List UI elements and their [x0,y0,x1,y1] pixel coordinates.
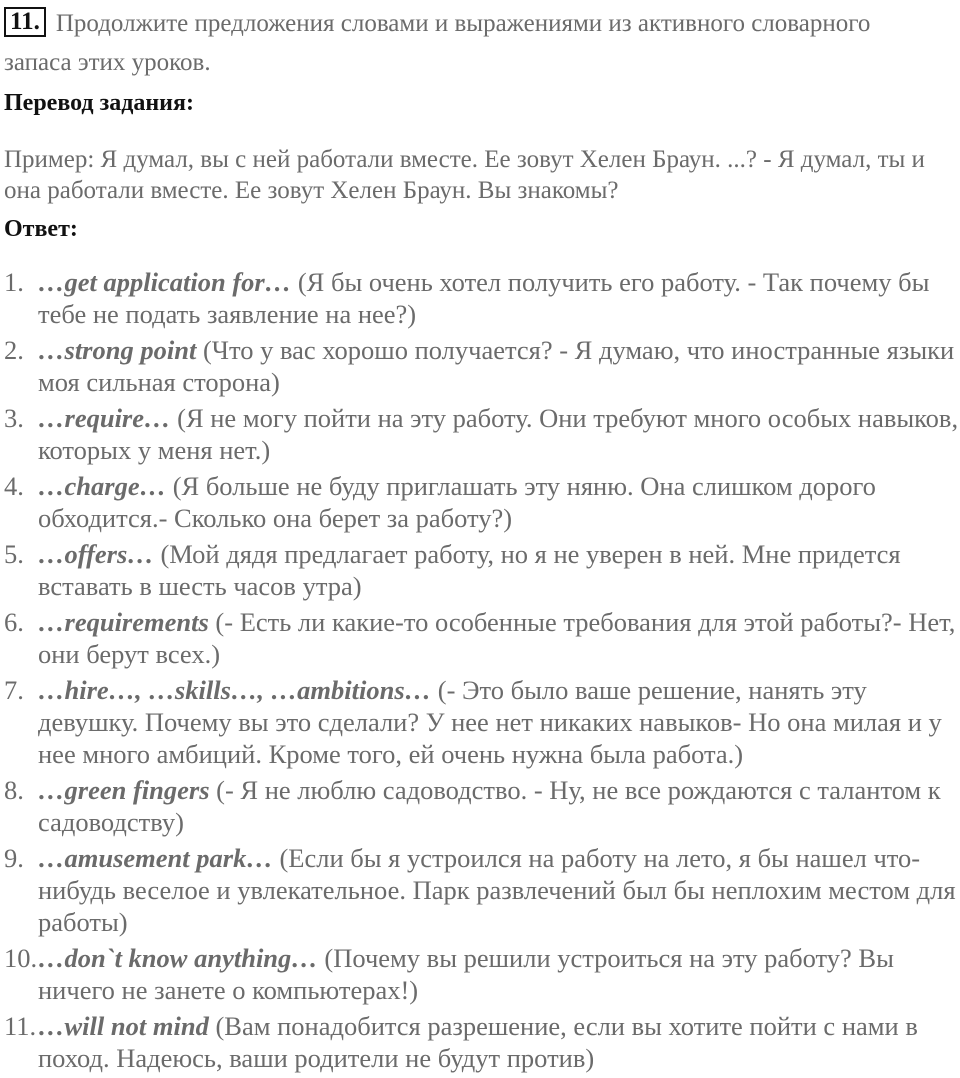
answer-number: 2. [4,335,24,365]
answer-number: 4. [4,471,24,501]
answer-keyword: …requirements [38,607,209,637]
answer-item [4,842,960,938]
answer-number: 9. [4,843,24,873]
answer-keyword: …offers… [38,539,154,569]
answer-number: 10. [4,943,38,973]
task-header [4,4,944,82]
answer-translation: (- Это было ваше решение, нанять эту девушку. Почему вы это сделали? У нее нет никаких навыков- Но она милая и у нее много амбиций. Кроме того, ей очень нужна была работа.) [38,675,942,769]
answer-item [4,402,960,466]
answer-translation: (Я бы очень хотел получить его работу. - Так почему бы тебе не подать заявление на нее?) [38,267,930,329]
answer-number: 7. [4,675,24,705]
answer-item [4,674,960,770]
answer-keyword: …charge… [38,471,167,501]
answer-translation: (Если бы я устроился на работу на лето, я бы нашел что-нибудь веселое и увлекательное. Парк развлечений был бы неплохим местом для работы) [38,843,956,937]
answer-heading: Ответ: [4,216,78,242]
answer-translation: (- Есть ли какие-то особенные требования для этой работы?- Нет, они берут всех.) [38,607,956,669]
answer-number: 11. [4,1011,37,1041]
answer-item [4,266,960,330]
answer-translation: (Почему вы решили устроиться на эту работу? Вы ничего не занете о компьютерах!) [38,943,894,1005]
answer-keyword: …amusement park… [38,843,273,873]
answer-translation: (Мой дядя предлагает работу, но я не уверен в ней. Мне придется вставать в шесть часов утра) [38,539,901,601]
answer-keyword: …will not mind [38,1011,209,1041]
translation-heading: Перевод задания: [4,90,194,116]
answer-list [4,266,960,1078]
answer-item [4,774,960,838]
answer-keyword: …green fingers [38,775,210,805]
answer-number: 5. [4,539,24,569]
task-instruction: Продолжите предложения словами и выражениями из активного словарного запаса этих уроков. [4,10,871,76]
task-number-badge: 11. [4,7,46,37]
answer-item [4,1010,960,1074]
answer-item [4,334,960,398]
answer-number: 6. [4,607,24,637]
answer-keyword: …strong point [38,335,197,365]
answer-translation: (- Я не люблю садоводство. - Ну, не все рождаются с талантом к садоводству) [38,775,941,837]
answer-item [4,942,960,1006]
answer-keyword: …require… [38,403,171,433]
answer-translation: (Что у вас хорошо получается? - Я думаю, что иностранные языки моя сильная сторона) [38,335,955,397]
answer-translation: (Я не могу пойти на эту работу. Они требуют много особых навыков, которых у меня нет.) [38,403,959,465]
example-text: Пример: Я думал, вы с ней работали вместе. Ее зовут Хелен Браун. ...? - Я думал, ты и она работали вместе. Ее зовут Хелен Браун. Вы знакомы? [4,146,925,204]
answer-item [4,470,960,534]
answer-translation: (Я больше не буду приглашать эту няню. Она слишком дорого обходится.- Сколько она берет за работу?) [38,471,876,533]
answer-number: 8. [4,775,24,805]
answer-number: 3. [4,403,24,433]
answer-keyword: …get application for… [38,267,292,297]
answer-number: 1. [4,267,24,297]
answer-keyword: …don`t know anything… [38,943,318,973]
answer-item [4,606,960,670]
answer-keyword: …hire…, …skills…, …ambitions… [38,675,432,705]
answer-translation: (Вам понадобится разрешение, если вы хотите пойти с нами в поход. Надеюсь, ваши родители не будут против) [38,1011,918,1073]
answer-item [4,538,960,602]
